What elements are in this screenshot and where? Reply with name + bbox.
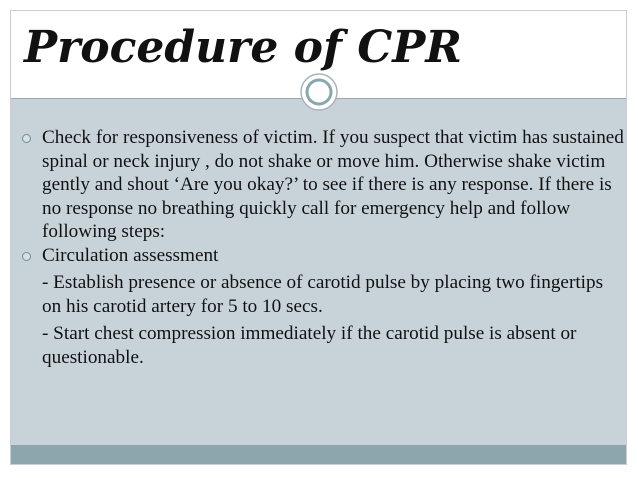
slide-body bbox=[22, 126, 624, 369]
bottom-bar bbox=[11, 445, 626, 464]
bullet-item bbox=[22, 244, 624, 268]
slide-title: Procedure of CPR bbox=[24, 22, 462, 73]
bullet-item bbox=[22, 126, 624, 244]
circle-bullet-icon bbox=[22, 252, 31, 261]
circle-bullet-icon bbox=[22, 134, 31, 143]
sub-point: - Start chest compression immediately if the carotid pulse is absent or questionable. bbox=[42, 323, 577, 368]
bullet-text: Circulation assessment bbox=[42, 244, 219, 266]
ring-ornament-icon bbox=[299, 72, 339, 112]
sub-point: - Establish presence or absence of carotid pulse by placing two fingertips on his carotid artery for 5 to 10 secs. bbox=[42, 272, 604, 317]
bullet-text: Check for responsiveness of victim. If you suspect that victim has sustained spinal or neck injury , do not shake or move him. Otherwise shake victim gently and shout ‘Are you okay?’ to see if there is any response. If there is no response no breathing quickly call for emergency help and follow following steps: bbox=[42, 127, 624, 242]
